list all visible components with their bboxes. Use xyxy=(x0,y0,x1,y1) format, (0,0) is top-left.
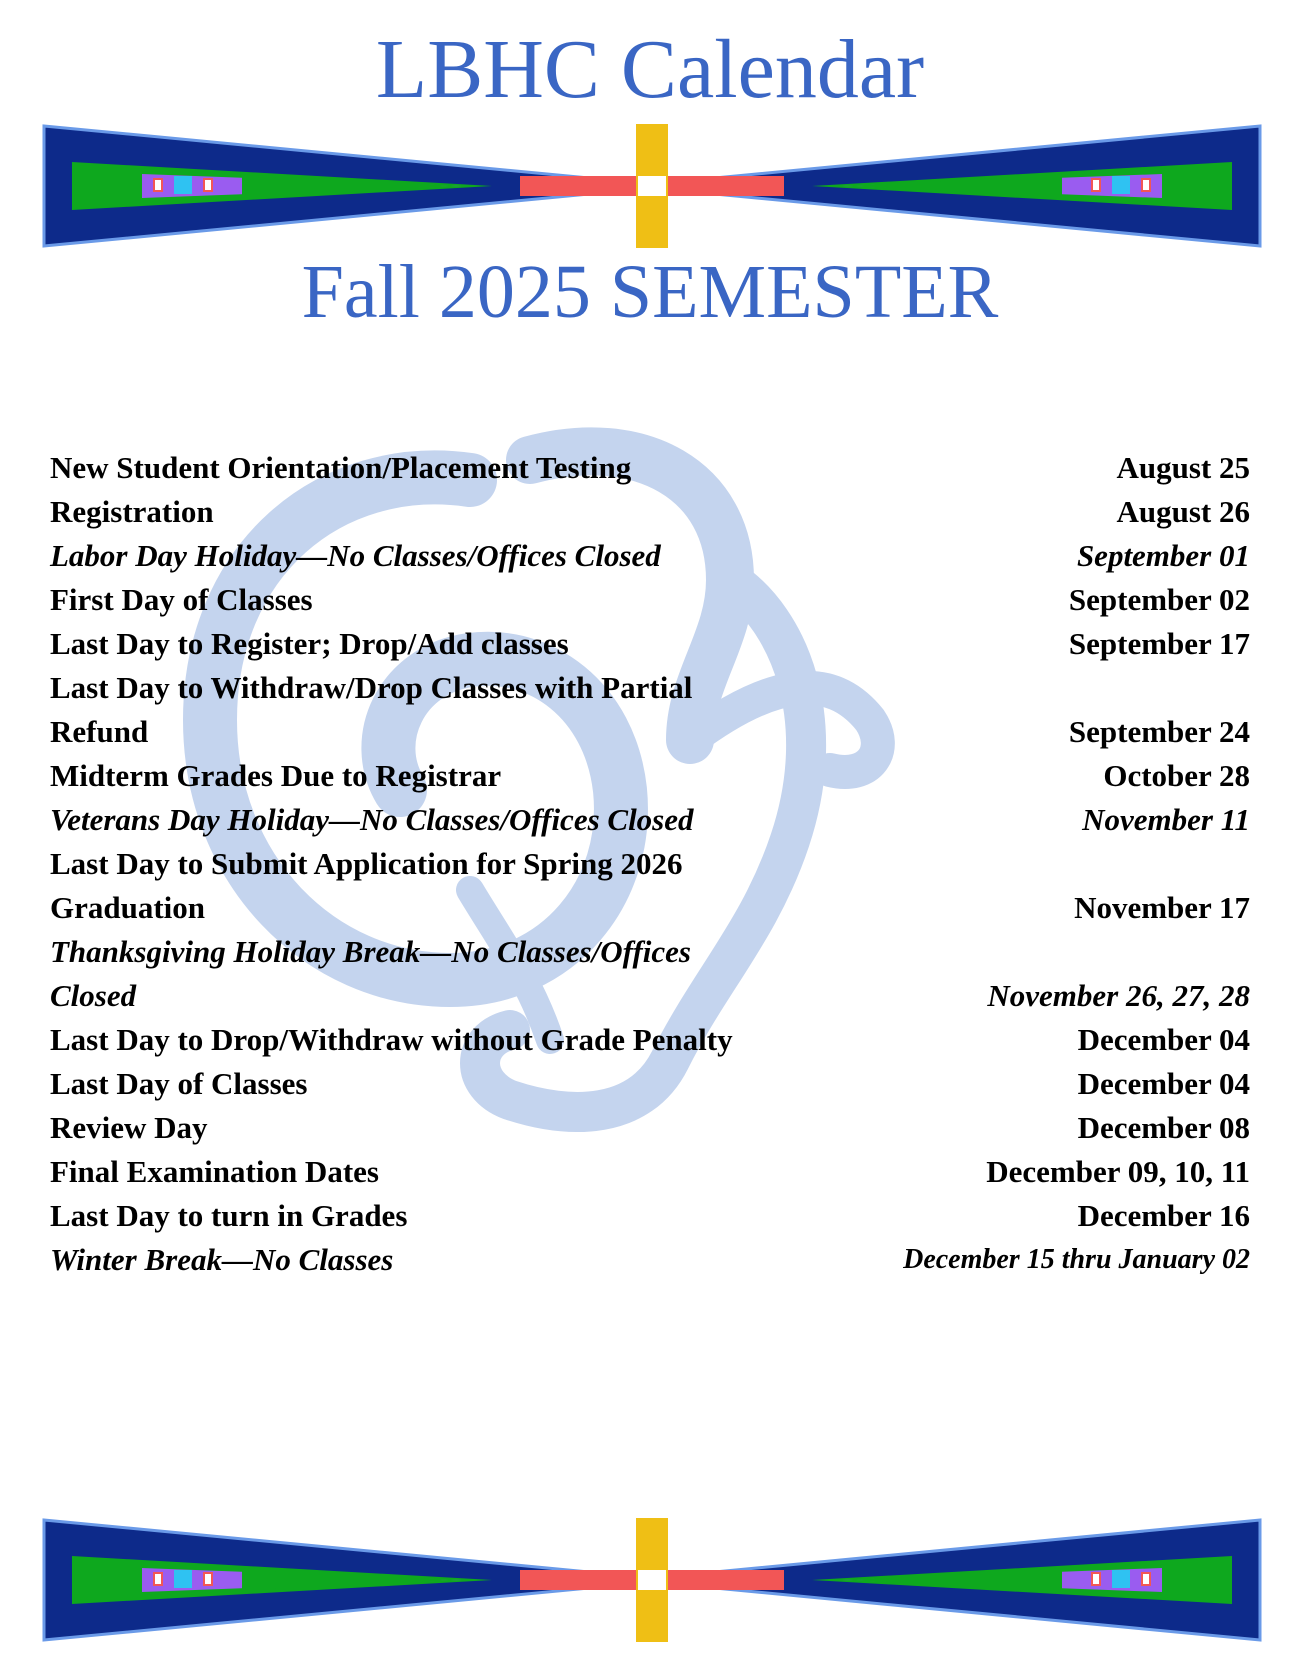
event-date: December 04 xyxy=(1077,1066,1250,1101)
semester-heading: Fall 2025 SEMESTER xyxy=(301,250,999,334)
calendar-event-row xyxy=(50,534,1250,578)
event-date: December 09, 10, 11 xyxy=(986,1154,1250,1189)
event-date: December 08 xyxy=(1077,1110,1250,1145)
event-date: November 17 xyxy=(1074,890,1250,925)
event-date: September 17 xyxy=(1068,626,1250,661)
decorative-banner-top xyxy=(42,124,1262,248)
event-date: November 26, 27, 28 xyxy=(987,978,1250,1013)
event-name: Registration xyxy=(50,494,214,529)
event-date: September 24 xyxy=(1068,714,1250,749)
event-date: November 11 xyxy=(1082,802,1250,837)
event-date: September 01 xyxy=(1076,538,1250,573)
calendar-event-row xyxy=(50,1150,1250,1194)
calendar-event-row xyxy=(50,1238,1250,1282)
event-date: December 04 xyxy=(1077,1022,1250,1057)
event-name: Winter Break—No Classes xyxy=(50,1242,394,1277)
event-date: August 26 xyxy=(1116,494,1250,529)
page-title: LBHC Calendar xyxy=(375,23,925,116)
calendar-event-row xyxy=(50,578,1250,622)
event-name: Last Day to Drop/Withdraw without Grade Penalty xyxy=(50,1022,733,1057)
event-name: Midterm Grades Due to Registrar xyxy=(50,758,502,793)
event-name: Thanksgiving Holiday Break—No Classes/Offices Closed xyxy=(50,934,691,1013)
calendar-event-row xyxy=(50,1194,1250,1238)
event-name: Last Day of Classes xyxy=(50,1066,308,1101)
calendar-event-row xyxy=(50,490,1250,534)
event-name: Final Examination Dates xyxy=(50,1154,379,1189)
calendar-event-row xyxy=(50,1106,1250,1150)
event-name: Last Day to turn in Grades xyxy=(50,1198,408,1233)
event-name: Veterans Day Holiday—No Classes/Offices Closed xyxy=(50,802,694,837)
decorative-banner-bottom xyxy=(42,1518,1262,1642)
calendar-event-row xyxy=(50,842,1250,930)
event-date: August 25 xyxy=(1116,450,1250,485)
event-date: September 02 xyxy=(1068,582,1250,617)
event-name: Last Day to Submit Application for Spring 2026 Graduation xyxy=(50,846,683,925)
calendar-event-row xyxy=(50,930,1250,1018)
calendar-event-row xyxy=(50,798,1250,842)
event-date: December 15 thru January 02 xyxy=(903,1244,1250,1275)
calendar-event-row xyxy=(50,1062,1250,1106)
academic-calendar-list xyxy=(50,446,1250,1282)
event-date: October 28 xyxy=(1103,758,1250,793)
calendar-event-row xyxy=(50,666,1250,754)
event-name: Labor Day Holiday—No Classes/Offices Closed xyxy=(50,538,661,573)
calendar-event-row xyxy=(50,622,1250,666)
event-date: December 16 xyxy=(1077,1198,1250,1233)
event-name: Last Day to Withdraw/Drop Classes with Partial Refund xyxy=(50,670,693,749)
event-name: First Day of Classes xyxy=(50,582,313,617)
event-name: New Student Orientation/Placement Testing xyxy=(50,450,632,485)
calendar-event-row xyxy=(50,1018,1250,1062)
event-name: Review Day xyxy=(50,1110,208,1145)
event-name: Last Day to Register; Drop/Add classes xyxy=(50,626,569,661)
calendar-event-row xyxy=(50,754,1250,798)
calendar-event-row xyxy=(50,446,1250,490)
